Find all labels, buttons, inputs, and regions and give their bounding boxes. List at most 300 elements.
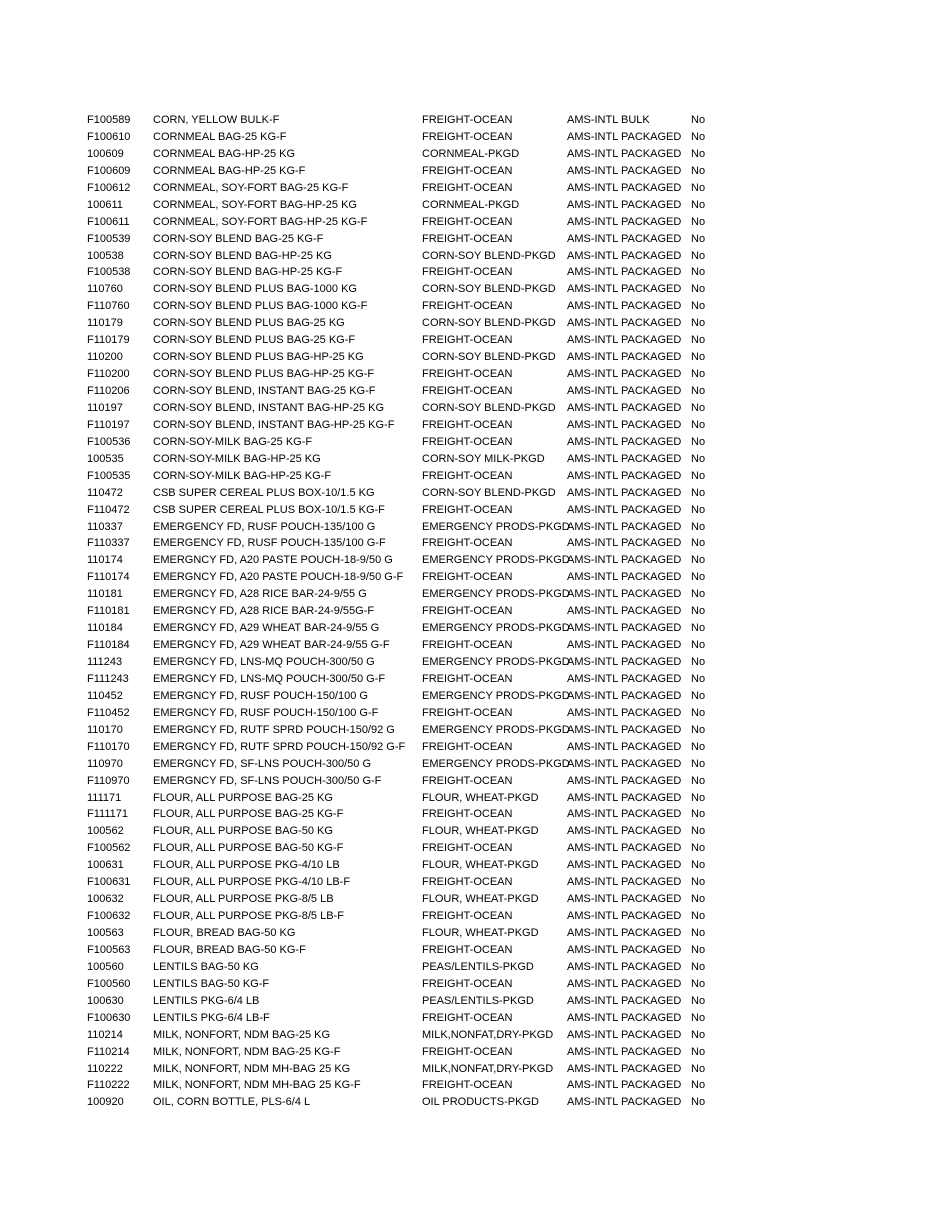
flag-cell: No: [691, 232, 706, 245]
flag-cell: No: [691, 198, 706, 211]
group-cell: AMS-INTL PACKAGED: [567, 927, 682, 939]
category-cell: PEAS/LENTILS-PKGD: [422, 994, 534, 1007]
table-row: [87, 502, 727, 519]
table-row: [87, 739, 727, 756]
category-cell: FLOUR, WHEAT-PKGD: [422, 893, 539, 906]
item-code-cell: F100536: [87, 435, 131, 448]
category-cell: FREIGHT-OCEAN: [422, 215, 513, 228]
item-code-cell: 110197: [87, 401, 123, 414]
category-cell: FLOUR, WHEAT-PKGD: [422, 791, 539, 804]
item-code-cell: 110170: [87, 723, 123, 736]
category-cell: EMERGENCY PRODS-PKGD: [422, 656, 570, 668]
group-cell: AMS-INTL PACKAGED: [567, 147, 682, 160]
category-cell: FREIGHT-OCEAN: [422, 266, 513, 279]
description-cell: MILK, NONFORT, NDM MH-BAG 25 KG-F: [153, 1079, 361, 1092]
description-cell: CORN-SOY BLEND BAG-HP-25 KG: [153, 249, 332, 262]
item-code-cell: F100630: [87, 1011, 131, 1024]
table-row: [87, 586, 727, 603]
category-cell: FREIGHT-OCEAN: [422, 706, 513, 719]
category-cell: FREIGHT-OCEAN: [422, 910, 513, 923]
table-row: [87, 468, 727, 485]
flag-cell: No: [691, 1028, 706, 1041]
flag-cell: No: [691, 368, 706, 381]
flag-cell: No: [691, 1045, 706, 1058]
table-row: [87, 231, 727, 248]
table-row: [87, 671, 727, 688]
table-row: [87, 180, 727, 197]
description-cell: LENTILS BAG-50 KG-F: [153, 977, 270, 990]
table-row: [87, 722, 727, 739]
category-cell: FREIGHT-OCEAN: [422, 605, 513, 618]
category-cell: FREIGHT-OCEAN: [422, 774, 513, 787]
flag-cell: No: [691, 571, 706, 584]
group-cell: AMS-INTL PACKAGED: [567, 622, 682, 635]
group-cell: AMS-INTL PACKAGED: [567, 435, 682, 448]
group-cell: AMS-INTL PACKAGED: [567, 960, 682, 973]
table-row: [87, 891, 727, 908]
description-cell: EMERGNCY FD, RUTF SPRD POUCH-150/92 G: [153, 723, 395, 736]
table-row: [87, 705, 727, 722]
group-cell: AMS-INTL PACKAGED: [567, 181, 682, 194]
description-cell: CORNMEAL, SOY-FORT BAG-25 KG-F: [153, 181, 349, 194]
item-code-cell: 100631: [87, 859, 124, 872]
table-row: [87, 620, 727, 637]
group-cell: AMS-INTL PACKAGED: [567, 977, 682, 990]
table-row: [87, 451, 727, 468]
category-cell: FREIGHT-OCEAN: [422, 469, 513, 482]
flag-cell: No: [691, 1096, 706, 1109]
flag-cell: No: [691, 859, 706, 872]
description-cell: EMERGNCY FD, RUTF SPRD POUCH-150/92 G-F: [153, 740, 406, 753]
table-row: [87, 163, 727, 180]
description-cell: CORN-SOY-MILK BAG-25 KG-F: [153, 435, 313, 448]
category-cell: FREIGHT-OCEAN: [422, 114, 513, 126]
data-table: [87, 112, 727, 1111]
table-row: [87, 519, 727, 536]
description-cell: CORN-SOY BLEND PLUS BAG-HP-25 KG: [153, 351, 364, 364]
flag-cell: No: [691, 164, 706, 177]
flag-cell: No: [691, 317, 706, 330]
table-row: [87, 1077, 727, 1094]
category-cell: FREIGHT-OCEAN: [422, 672, 513, 685]
description-cell: EMERGNCY FD, RUSF POUCH-150/100 G: [153, 689, 368, 702]
category-cell: FREIGHT-OCEAN: [422, 1045, 513, 1058]
group-cell: AMS-INTL PACKAGED: [567, 1045, 682, 1058]
description-cell: CORN-SOY BLEND, INSTANT BAG-25 KG-F: [153, 385, 376, 397]
table-row: [87, 569, 727, 586]
category-cell: FREIGHT-OCEAN: [422, 639, 513, 652]
item-code-cell: F110472: [87, 503, 130, 516]
description-cell: MILK, NONFORT, NDM BAG-25 KG: [153, 1028, 331, 1041]
table-row: [87, 874, 727, 891]
table-row: [87, 790, 727, 807]
flag-cell: No: [691, 147, 706, 160]
flag-cell: No: [691, 588, 706, 601]
item-code-cell: 100609: [87, 147, 124, 160]
category-cell: CORN-SOY BLEND-PKGD: [422, 249, 556, 262]
group-cell: AMS-INTL PACKAGED: [567, 859, 682, 872]
table-row: [87, 298, 727, 315]
description-cell: FLOUR, ALL PURPOSE PKG-8/5 LB: [153, 893, 334, 906]
group-cell: AMS-INTL PACKAGED: [567, 283, 682, 296]
description-cell: EMERGNCY FD, A20 PASTE POUCH-18-9/50 G-F: [153, 571, 404, 584]
flag-cell: No: [691, 672, 706, 685]
category-cell: FREIGHT-OCEAN: [422, 537, 513, 550]
flag-cell: No: [691, 723, 706, 736]
table-row: [87, 264, 727, 281]
item-code-cell: F100562: [87, 842, 131, 855]
description-cell: FLOUR, BREAD BAG-50 KG-F: [153, 943, 306, 956]
flag-cell: No: [691, 537, 706, 550]
description-cell: MILK, NONFORT, NDM MH-BAG 25 KG: [153, 1062, 351, 1075]
table-row: [87, 908, 727, 925]
group-cell: AMS-INTL PACKAGED: [567, 469, 682, 482]
table-row: [87, 823, 727, 840]
group-cell: AMS-INTL PACKAGED: [567, 317, 682, 330]
item-code-cell: 100563: [87, 927, 124, 939]
group-cell: AMS-INTL PACKAGED: [567, 639, 682, 652]
item-code-cell: 110452: [87, 689, 123, 702]
flag-cell: No: [691, 757, 706, 770]
category-cell: MILK,NONFAT,DRY-PKGD: [422, 1028, 554, 1041]
item-code-cell: 110760: [87, 283, 123, 296]
item-code-cell: 110337: [87, 520, 123, 533]
flag-cell: No: [691, 486, 706, 499]
description-cell: EMERGENCY FD, RUSF POUCH-135/100 G: [153, 520, 376, 533]
description-cell: EMERGNCY FD, A20 PASTE POUCH-18-9/50 G: [153, 554, 393, 567]
item-code-cell: F110174: [87, 571, 130, 584]
table-row: [87, 315, 727, 332]
flag-cell: No: [691, 656, 706, 668]
item-code-cell: F110760: [87, 300, 130, 313]
group-cell: AMS-INTL PACKAGED: [567, 1079, 682, 1092]
item-code-cell: F100611: [87, 215, 130, 228]
flag-cell: No: [691, 114, 706, 126]
category-cell: CORN-SOY MILK-PKGD: [422, 452, 545, 465]
flag-cell: No: [691, 300, 706, 313]
group-cell: AMS-INTL PACKAGED: [567, 300, 682, 313]
group-cell: AMS-INTL PACKAGED: [567, 740, 682, 753]
group-cell: AMS-INTL PACKAGED: [567, 571, 682, 584]
table-row: [87, 281, 727, 298]
flag-cell: No: [691, 893, 706, 906]
group-cell: AMS-INTL PACKAGED: [567, 588, 682, 601]
table-row: [87, 806, 727, 823]
description-cell: FLOUR, ALL PURPOSE PKG-8/5 LB-F: [153, 910, 344, 923]
description-cell: CORNMEAL BAG-25 KG-F: [153, 130, 287, 143]
group-cell: AMS-INTL PACKAGED: [567, 672, 682, 685]
item-code-cell: 110214: [87, 1028, 123, 1041]
flag-cell: No: [691, 706, 706, 719]
flag-cell: No: [691, 334, 706, 347]
flag-cell: No: [691, 435, 706, 448]
category-cell: FREIGHT-OCEAN: [422, 181, 513, 194]
item-code-cell: F100632: [87, 910, 131, 923]
category-cell: FREIGHT-OCEAN: [422, 368, 513, 381]
item-code-cell: F110181: [87, 605, 130, 618]
item-code-cell: 110181: [87, 588, 123, 601]
flag-cell: No: [691, 960, 706, 973]
category-cell: EMERGENCY PRODS-PKGD: [422, 588, 570, 601]
category-cell: CORN-SOY BLEND-PKGD: [422, 317, 556, 330]
flag-cell: No: [691, 283, 706, 296]
description-cell: FLOUR, BREAD BAG-50 KG: [153, 927, 296, 939]
group-cell: AMS-INTL PACKAGED: [567, 232, 682, 245]
table-row: [87, 129, 727, 146]
group-cell: AMS-INTL PACKAGED: [567, 198, 682, 211]
item-code-cell: F110206: [87, 385, 130, 397]
table-row: [87, 214, 727, 231]
description-cell: LENTILS BAG-50 KG: [153, 960, 259, 973]
item-code-cell: 100630: [87, 994, 124, 1007]
table-row: [87, 383, 727, 400]
item-code-cell: 111243: [87, 656, 123, 668]
category-cell: EMERGENCY PRODS-PKGD: [422, 520, 570, 533]
item-code-cell: F100538: [87, 266, 131, 279]
category-cell: FREIGHT-OCEAN: [422, 842, 513, 855]
group-cell: AMS-INTL PACKAGED: [567, 656, 682, 668]
table-row: [87, 146, 727, 163]
category-cell: FREIGHT-OCEAN: [422, 943, 513, 956]
flag-cell: No: [691, 385, 706, 397]
flag-cell: No: [691, 639, 706, 652]
category-cell: CORN-SOY BLEND-PKGD: [422, 486, 556, 499]
group-cell: AMS-INTL PACKAGED: [567, 757, 682, 770]
group-cell: AMS-INTL PACKAGED: [567, 452, 682, 465]
item-code-cell: F100631: [87, 876, 131, 889]
flag-cell: No: [691, 825, 706, 838]
item-code-cell: 100632: [87, 893, 124, 906]
description-cell: EMERGENCY FD, RUSF POUCH-135/100 G-F: [153, 537, 386, 550]
description-cell: CORNMEAL BAG-HP-25 KG-F: [153, 164, 306, 177]
item-code-cell: 100535: [87, 452, 124, 465]
item-code-cell: 110222: [87, 1062, 123, 1075]
category-cell: FLOUR, WHEAT-PKGD: [422, 825, 539, 838]
category-cell: FREIGHT-OCEAN: [422, 740, 513, 753]
item-code-cell: 100920: [87, 1096, 124, 1109]
table-row: [87, 1010, 727, 1027]
flag-cell: No: [691, 1062, 706, 1075]
item-code-cell: F111171: [87, 808, 128, 821]
description-cell: FLOUR, ALL PURPOSE BAG-50 KG: [153, 825, 333, 838]
description-cell: CORN-SOY BLEND PLUS BAG-1000 KG: [153, 283, 357, 296]
group-cell: AMS-INTL PACKAGED: [567, 723, 682, 736]
table-row: [87, 197, 727, 214]
table-row: [87, 993, 727, 1010]
description-cell: CORN-SOY BLEND PLUS BAG-25 KG-F: [153, 334, 356, 347]
description-cell: CORNMEAL, SOY-FORT BAG-HP-25 KG: [153, 198, 357, 211]
flag-cell: No: [691, 181, 706, 194]
group-cell: AMS-INTL PACKAGED: [567, 689, 682, 702]
item-code-cell: 100538: [87, 249, 124, 262]
flag-cell: No: [691, 622, 706, 635]
description-cell: CORNMEAL BAG-HP-25 KG: [153, 147, 296, 160]
group-cell: AMS-INTL PACKAGED: [567, 385, 682, 397]
flag-cell: No: [691, 605, 706, 618]
flag-cell: No: [691, 994, 706, 1007]
category-cell: EMERGENCY PRODS-PKGD: [422, 689, 570, 702]
category-cell: CORN-SOY BLEND-PKGD: [422, 283, 556, 296]
category-cell: FREIGHT-OCEAN: [422, 1011, 513, 1024]
table-row: [87, 840, 727, 857]
flag-cell: No: [691, 469, 706, 482]
category-cell: FREIGHT-OCEAN: [422, 164, 513, 177]
category-cell: FREIGHT-OCEAN: [422, 435, 513, 448]
description-cell: CORN-SOY BLEND, INSTANT BAG-HP-25 KG: [153, 401, 385, 414]
table-row: [87, 756, 727, 773]
item-code-cell: F110184: [87, 639, 130, 652]
group-cell: AMS-INTL PACKAGED: [567, 808, 682, 821]
table-row: [87, 552, 727, 569]
table-row: [87, 942, 727, 959]
group-cell: AMS-INTL PACKAGED: [567, 706, 682, 719]
description-cell: EMERGNCY FD, A28 RICE BAR-24-9/55G-F: [153, 605, 375, 618]
item-code-cell: F110179: [87, 334, 130, 347]
description-cell: EMERGNCY FD, LNS-MQ POUCH-300/50 G: [153, 656, 375, 668]
table-row: [87, 654, 727, 671]
category-cell: CORN-SOY BLEND-PKGD: [422, 401, 556, 414]
table-row: [87, 1061, 727, 1078]
flag-cell: No: [691, 927, 706, 939]
item-code-cell: F110197: [87, 418, 130, 431]
description-cell: FLOUR, ALL PURPOSE PKG-4/10 LB: [153, 859, 340, 872]
item-code-cell: F100609: [87, 164, 131, 177]
category-cell: CORNMEAL-PKGD: [422, 147, 520, 160]
category-cell: OIL PRODUCTS-PKGD: [422, 1096, 539, 1109]
flag-cell: No: [691, 215, 706, 228]
table-row: [87, 485, 727, 502]
table-row: [87, 773, 727, 790]
table-row: [87, 976, 727, 993]
description-cell: EMERGNCY FD, A29 WHEAT BAR-24-9/55 G-F: [153, 639, 390, 652]
description-cell: EMERGNCY FD, SF-LNS POUCH-300/50 G-F: [153, 774, 382, 787]
item-code-cell: F100563: [87, 943, 131, 956]
table-row: [87, 857, 727, 874]
group-cell: AMS-INTL PACKAGED: [567, 401, 682, 414]
group-cell: AMS-INTL PACKAGED: [567, 554, 682, 567]
table-row: [87, 349, 727, 366]
flag-cell: No: [691, 401, 706, 414]
table-row: [87, 688, 727, 705]
table-row: [87, 925, 727, 942]
group-cell: AMS-INTL PACKAGED: [567, 503, 682, 516]
flag-cell: No: [691, 774, 706, 787]
group-cell: AMS-INTL PACKAGED: [567, 774, 682, 787]
group-cell: AMS-INTL BULK: [567, 114, 650, 126]
item-code-cell: 100562: [87, 825, 124, 838]
description-cell: CORN-SOY BLEND BAG-HP-25 KG-F: [153, 266, 343, 279]
description-cell: CORN-SOY-MILK BAG-HP-25 KG: [153, 452, 321, 465]
flag-cell: No: [691, 977, 706, 990]
group-cell: AMS-INTL PACKAGED: [567, 351, 682, 364]
table-row: [87, 535, 727, 552]
group-cell: AMS-INTL PACKAGED: [567, 791, 682, 804]
item-code-cell: F110214: [87, 1045, 130, 1058]
description-cell: EMERGNCY FD, RUSF POUCH-150/100 G-F: [153, 706, 379, 719]
description-cell: EMERGNCY FD, LNS-MQ POUCH-300/50 G-F: [153, 672, 386, 685]
category-cell: FREIGHT-OCEAN: [422, 977, 513, 990]
item-code-cell: F100535: [87, 469, 131, 482]
description-cell: FLOUR, ALL PURPOSE BAG-25 KG-F: [153, 808, 344, 821]
description-cell: FLOUR, ALL PURPOSE BAG-50 KG-F: [153, 842, 344, 855]
flag-cell: No: [691, 791, 706, 804]
item-code-cell: 110472: [87, 486, 123, 499]
group-cell: AMS-INTL PACKAGED: [567, 164, 682, 177]
description-cell: MILK, NONFORT, NDM BAG-25 KG-F: [153, 1045, 341, 1058]
category-cell: FREIGHT-OCEAN: [422, 130, 513, 143]
item-code-cell: F100589: [87, 114, 131, 126]
group-cell: AMS-INTL PACKAGED: [567, 215, 682, 228]
group-cell: AMS-INTL PACKAGED: [567, 1062, 682, 1075]
group-cell: AMS-INTL PACKAGED: [567, 537, 682, 550]
item-code-cell: 100560: [87, 960, 124, 973]
flag-cell: No: [691, 266, 706, 279]
group-cell: AMS-INTL PACKAGED: [567, 605, 682, 618]
description-cell: FLOUR, ALL PURPOSE PKG-4/10 LB-F: [153, 876, 351, 889]
description-cell: CORN-SOY BLEND PLUS BAG-25 KG: [153, 317, 345, 330]
category-cell: FREIGHT-OCEAN: [422, 503, 513, 516]
description-cell: LENTILS PKG-6/4 LB: [153, 994, 260, 1007]
group-cell: AMS-INTL PACKAGED: [567, 249, 682, 262]
item-code-cell: F110170: [87, 740, 130, 753]
category-cell: CORN-SOY BLEND-PKGD: [422, 351, 556, 364]
group-cell: AMS-INTL PACKAGED: [567, 520, 682, 533]
group-cell: AMS-INTL PACKAGED: [567, 842, 682, 855]
table-row: [87, 112, 727, 129]
table-row: [87, 248, 727, 265]
group-cell: AMS-INTL PACKAGED: [567, 1011, 682, 1024]
description-cell: CORN-SOY-MILK BAG-HP-25 KG-F: [153, 469, 332, 482]
item-code-cell: F100612: [87, 181, 131, 194]
item-code-cell: F110337: [87, 537, 130, 550]
flag-cell: No: [691, 418, 706, 431]
group-cell: AMS-INTL PACKAGED: [567, 486, 682, 499]
flag-cell: No: [691, 351, 706, 364]
group-cell: AMS-INTL PACKAGED: [567, 943, 682, 956]
flag-cell: No: [691, 689, 706, 702]
item-code-cell: 100611: [87, 198, 123, 211]
group-cell: AMS-INTL PACKAGED: [567, 910, 682, 923]
category-cell: EMERGENCY PRODS-PKGD: [422, 723, 570, 736]
group-cell: AMS-INTL PACKAGED: [567, 876, 682, 889]
table-row: [87, 400, 727, 417]
description-cell: CORN, YELLOW BULK-F: [153, 114, 280, 126]
flag-cell: No: [691, 876, 706, 889]
item-code-cell: 111171: [87, 791, 122, 804]
category-cell: PEAS/LENTILS-PKGD: [422, 960, 534, 973]
flag-cell: No: [691, 503, 706, 516]
item-code-cell: F110970: [87, 774, 130, 787]
table-row: [87, 637, 727, 654]
item-code-cell: 110200: [87, 351, 123, 364]
group-cell: AMS-INTL PACKAGED: [567, 1028, 682, 1041]
category-cell: FREIGHT-OCEAN: [422, 418, 513, 431]
description-cell: CSB SUPER CEREAL PLUS BOX-10/1.5 KG-F: [153, 503, 385, 516]
group-cell: AMS-INTL PACKAGED: [567, 334, 682, 347]
description-cell: CSB SUPER CEREAL PLUS BOX-10/1.5 KG: [153, 486, 375, 499]
category-cell: FLOUR, WHEAT-PKGD: [422, 859, 539, 872]
description-cell: CORN-SOY BLEND PLUS BAG-HP-25 KG-F: [153, 368, 375, 381]
item-code-cell: 110970: [87, 757, 123, 770]
table-row: [87, 332, 727, 349]
description-cell: LENTILS PKG-6/4 LB-F: [153, 1011, 270, 1024]
flag-cell: No: [691, 910, 706, 923]
item-code-cell: F100560: [87, 977, 131, 990]
category-cell: EMERGENCY PRODS-PKGD: [422, 622, 570, 635]
description-cell: FLOUR, ALL PURPOSE BAG-25 KG: [153, 791, 333, 804]
group-cell: AMS-INTL PACKAGED: [567, 893, 682, 906]
description-cell: EMERGNCY FD, A28 RICE BAR-24-9/55 G: [153, 588, 367, 601]
